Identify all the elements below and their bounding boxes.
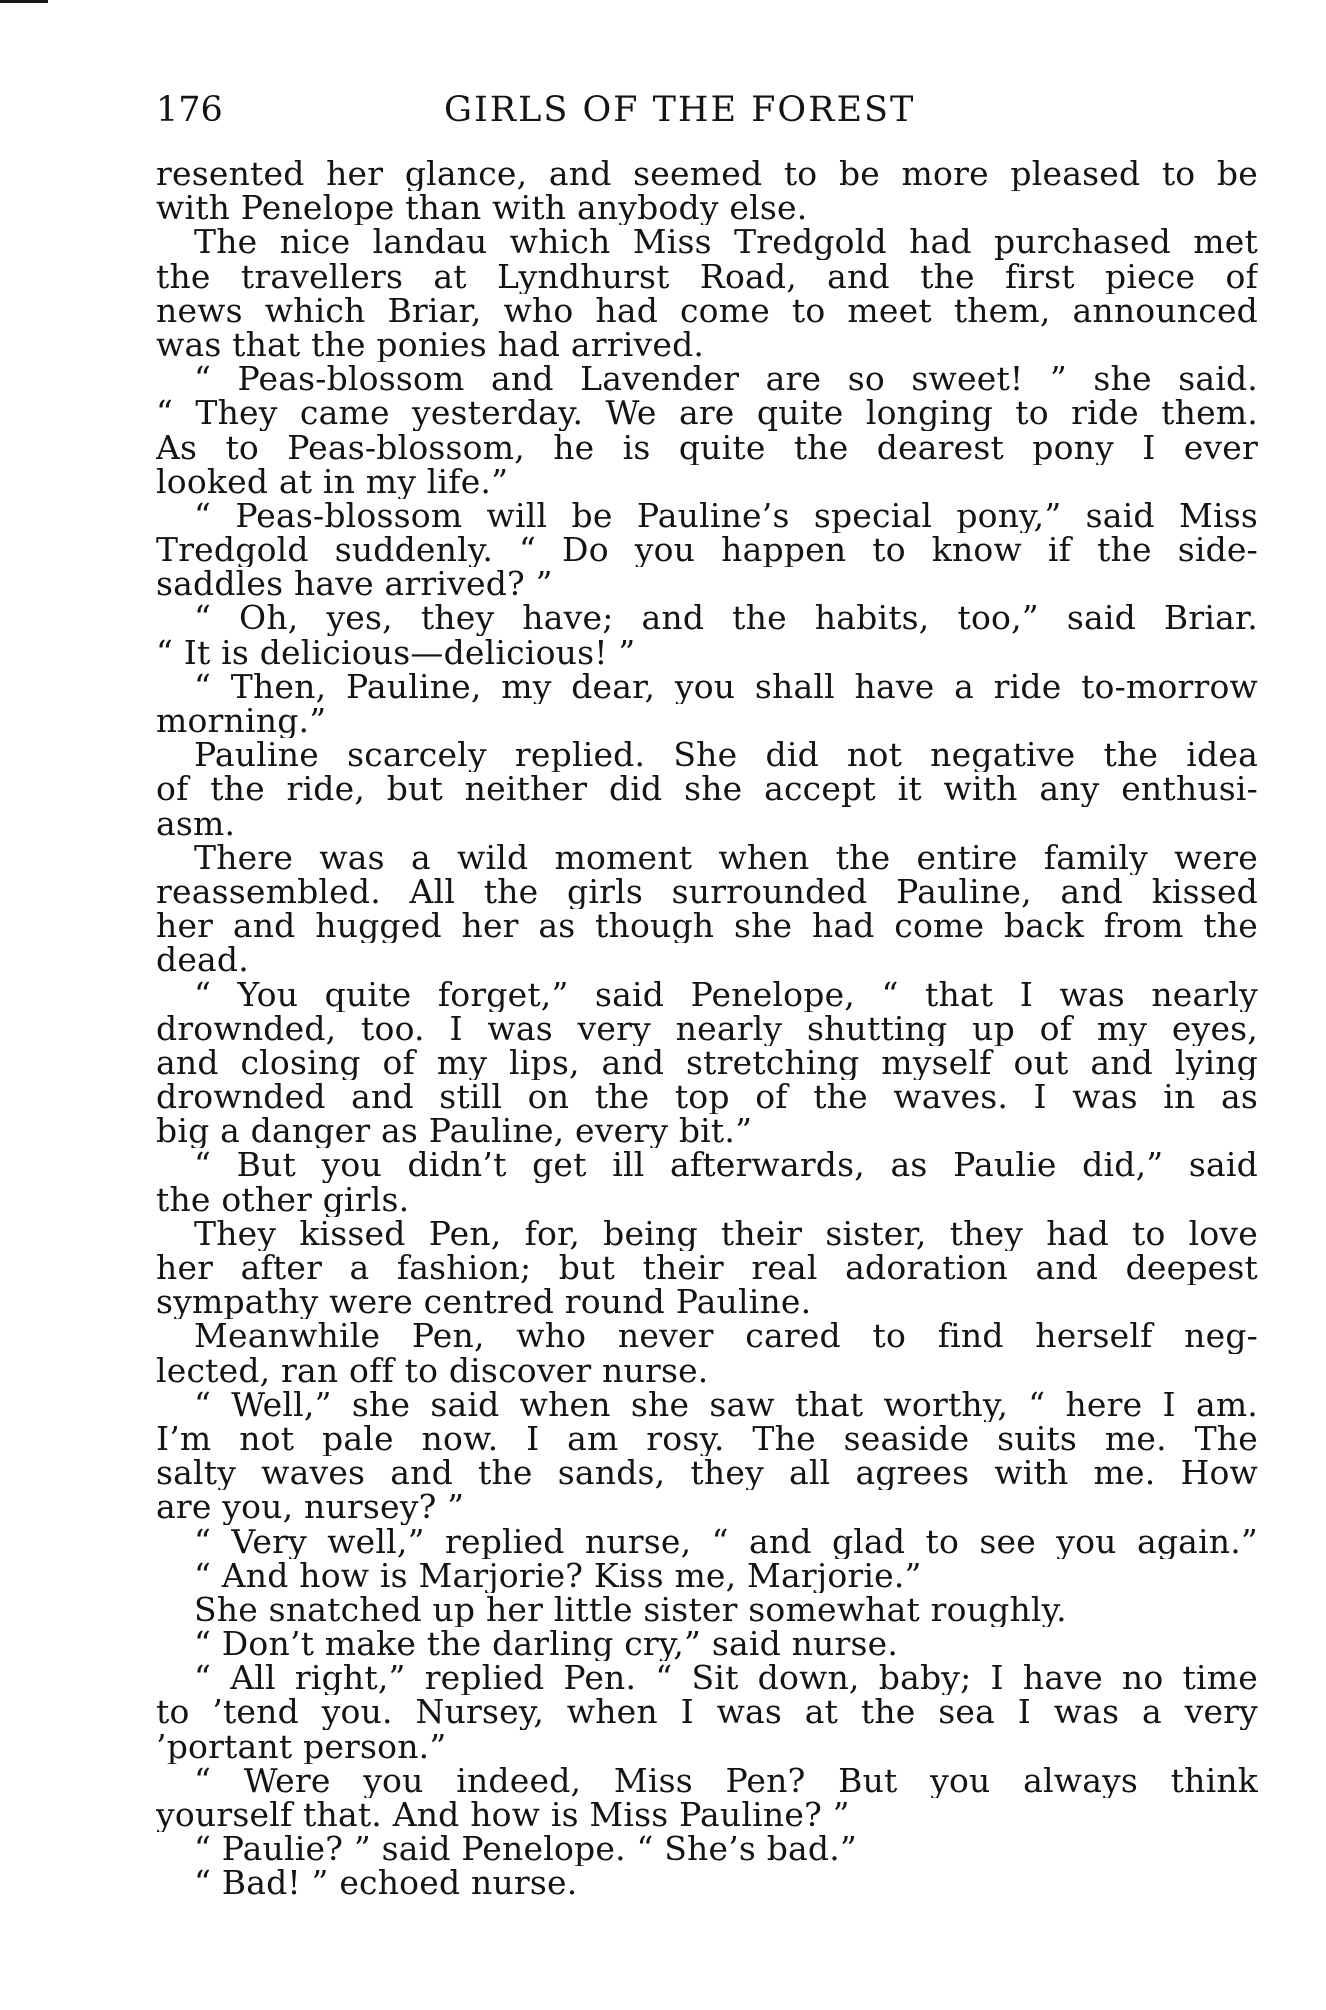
body-text <box>156 157 1258 1901</box>
text-line: are you, nursey? ” <box>156 1490 465 1525</box>
text-line: ’portant person.” <box>156 1729 447 1764</box>
text-line: drownded, too. I was very nearly shutting up of my eyes, <box>156 1011 1258 1046</box>
text-line: to ’tend you. Nursey, when I was at the sea I was a very <box>156 1695 1258 1730</box>
text-line: was that the ponies had arrived. <box>156 327 705 363</box>
text-line: “ Paulie? ” said Penelope. “ She’s bad.” <box>194 1832 858 1867</box>
text-line: salty waves and the sands, they all agrees with me. How <box>156 1456 1258 1491</box>
text-line: and closing of my lips, and stretching myself out and lying <box>156 1045 1258 1081</box>
text-line: yourself that. And how is Miss Pauline? ” <box>156 1798 850 1833</box>
text-line: “ Peas-blossom will be Pauline’s special pony,” said Miss <box>194 498 1258 534</box>
text-line: “ Very well,” replied nurse, “ and glad to see you again.” <box>194 1524 1258 1559</box>
running-title: GIRLS OF THE FOREST <box>444 90 916 130</box>
text-line: of the ride, but neither did she accept it with any enthusi- <box>156 772 1258 807</box>
text-line: The nice landau which Miss Tredgold had purchased met <box>194 225 1258 260</box>
text-line: morning.” <box>156 704 327 739</box>
text-line: “ Well,” she said when she saw that worthy, “ here I am. <box>194 1387 1258 1422</box>
text-line: asm. <box>156 806 236 841</box>
text-line: big a danger as Pauline, every bit.” <box>156 1114 753 1149</box>
text-line: reassembled. All the girls surrounded Pauline, and kissed <box>156 874 1258 910</box>
text-line: her after a fashion; but their real adoration and deepest <box>156 1251 1258 1286</box>
text-line: “ Then, Pauline, my dear, you shall have a ride to-morrow <box>194 669 1258 704</box>
text-line: the other girls. <box>156 1182 410 1217</box>
text-line: Pauline scarcely replied. She did not negative the idea <box>194 738 1258 773</box>
text-line: “ You quite forget,” said Penelope, “ that I was nearly <box>194 977 1258 1012</box>
text-line: “ Peas-blossom and Lavender are so sweet! ” she said. <box>194 362 1258 397</box>
text-line: the travellers at Lyndhurst Road, and the first piece of <box>156 259 1258 294</box>
page-header <box>156 88 1256 132</box>
text-line: with Penelope than with anybody else. <box>156 191 808 226</box>
text-line: “ Oh, yes, they have; and the habits, too,” said Briar. <box>194 601 1258 636</box>
text-line: “ They came yesterday. We are quite longing to ride them. <box>156 396 1258 431</box>
text-line: “ Don’t make the darling cry,” said nurse. <box>194 1627 899 1662</box>
text-line: news which Briar, who had come to meet them, announced <box>156 293 1258 328</box>
text-line: looked at in my life.” <box>156 464 509 499</box>
text-line: “ All right,” replied Pen. “ Sit down, baby; I have no time <box>194 1661 1258 1696</box>
text-line: There was a wild moment when the entire family were <box>194 840 1258 875</box>
text-line: “ It is delicious—delicious! ” <box>156 635 636 670</box>
text-line: “ Were you indeed, Miss Pen? But you always think <box>194 1763 1258 1798</box>
text-line: “ And how is Marjorie? Kiss me, Marjorie.” <box>194 1558 922 1593</box>
text-line: “ But you didn’t get ill afterwards, as Paulie did,” said <box>194 1148 1258 1183</box>
text-line: She snatched up her little sister somewhat roughly. <box>194 1592 1067 1628</box>
text-line: sympathy were centred round Pauline. <box>156 1285 812 1320</box>
text-line: lected, ran off to discover nurse. <box>156 1353 709 1388</box>
text-line: Tredgold suddenly. “ Do you happen to know if the side- <box>156 533 1258 568</box>
text-line: dead. <box>156 943 249 978</box>
text-line: saddles have arrived? ” <box>156 567 553 602</box>
text-line: As to Peas-blossom, he is quite the dearest pony I ever <box>156 430 1258 465</box>
scan-edge-mark <box>0 0 48 3</box>
text-line: resented her glance, and seemed to be more pleased to be <box>156 157 1258 192</box>
text-line: Meanwhile Pen, who never cared to find herself neg- <box>194 1319 1258 1354</box>
text-line: I’m not pale now. I am rosy. The seaside suits me. The <box>156 1421 1258 1457</box>
text-line: They kissed Pen, for, being their sister, they had to love <box>194 1216 1258 1251</box>
text-line: drownded and still on the top of the waves. I was in as <box>156 1080 1258 1115</box>
text-line: her and hugged her as though she had come back from the <box>156 909 1258 944</box>
text-line: “ Bad! ” echoed nurse. <box>194 1866 578 1901</box>
page-number: 176 <box>156 90 223 130</box>
